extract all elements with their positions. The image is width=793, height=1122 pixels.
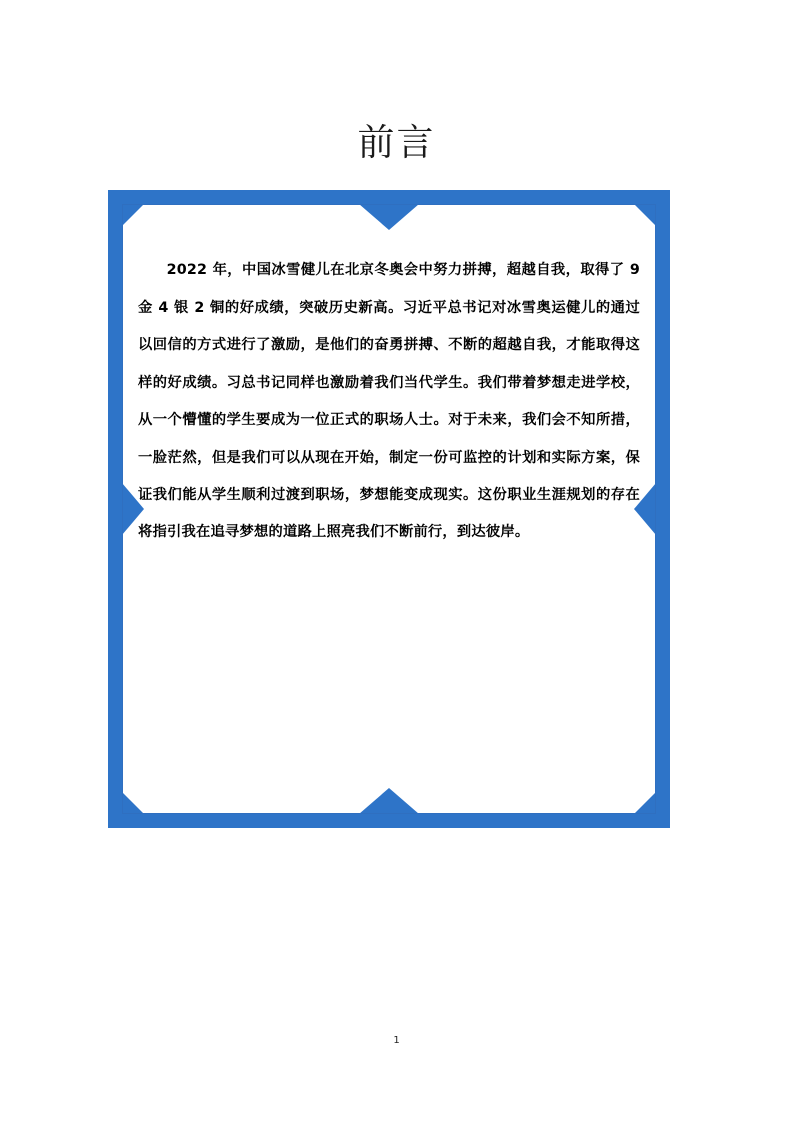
frame-edge-bottom (200, 814, 578, 828)
page-number: 1 (393, 1035, 400, 1046)
frame-edge-right (656, 282, 670, 736)
frame-edge-left (108, 282, 122, 736)
page-title: 前言 (357, 120, 436, 164)
decorative-frame (108, 190, 670, 828)
frame-edge-top (200, 190, 578, 204)
preface-body-text: 2022 年，中国冰雪健儿在北京冬奥会中努力拼搏，超越自我，取得了 9 金 4 银 2 铜的好成绩，突破历史新高。习近平总书记对冰雪奥运健儿的通过以回信的方式进行了激励，是他们的奋勇拼搏、不断的超越自我，才能取得这样的好成绩。习总书记同样也激励着我们当代学生。我们带着梦想走进学校，从一个懵懂的学生要成为一位正式的职场人士。对于未来，我们会不知所措，一脸茫然，但是我们可以从现在开始，制定一份可监控的计划和实际方案，保证我们能从学生顺利过渡到职场，梦想能变成现实。这份职业生涯规划的存在将指引我在追寻梦想的道路上照亮我们不断前行，到达彼岸。 (138, 262, 640, 541)
